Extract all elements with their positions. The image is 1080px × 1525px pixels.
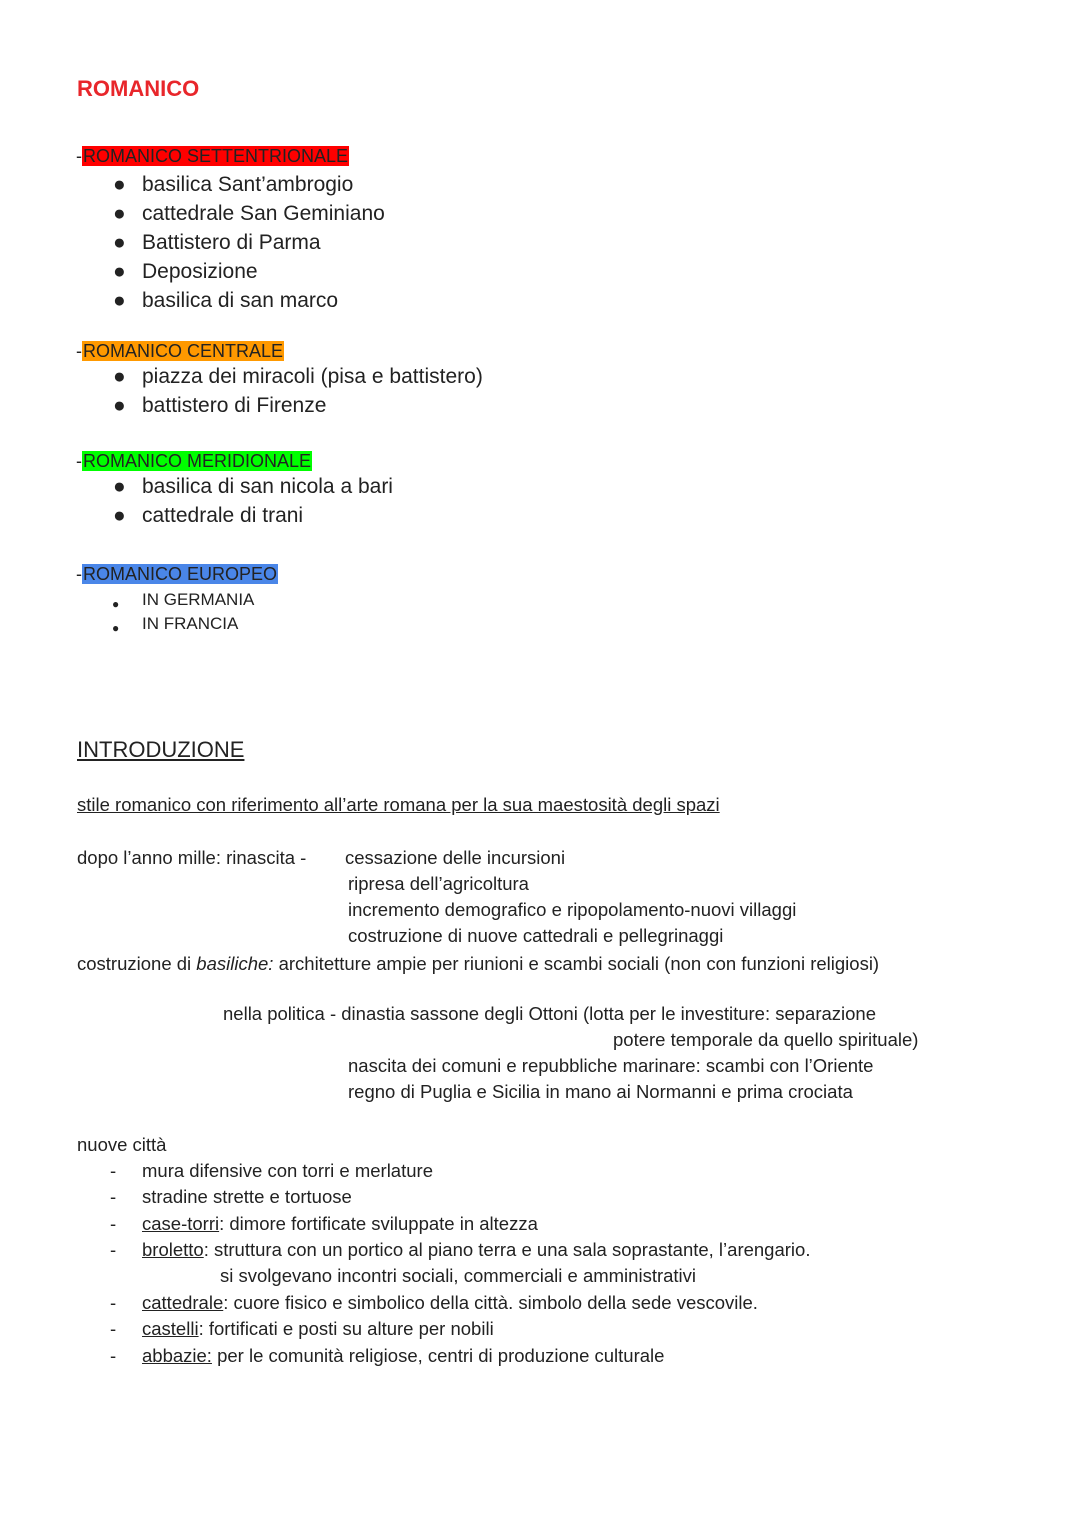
list-item: ● piazza dei miracoli (pisa e battistero) (0, 363, 600, 391)
section-dash: - (76, 451, 82, 471)
section-label: ROMANICO CENTRALE (83, 341, 284, 361)
list-item: - broletto: struttura con un portico al piano terra e una sala soprastante, l’arengario. (110, 1239, 811, 1260)
section-heading-centrale (76, 340, 284, 362)
list-item: ● battistero di Firenze (0, 392, 600, 420)
intro-subtitle: stile romanico con riferimento all’arte romana per la sua maestosità degli spazi (77, 794, 720, 815)
term: cattedrale (142, 1292, 224, 1313)
section-dash: - (76, 564, 82, 584)
term: case-torri (142, 1213, 220, 1234)
rinascita-item: ripresa dell’agricoltura (348, 873, 529, 894)
section-label: ROMANICO SETTENTRIONALE (83, 146, 349, 166)
list-item: - cattedrale: cuore fisico e simbolico della città. simbolo della sede vescovile. (110, 1292, 758, 1313)
broletto-cont: si svolgevano incontri sociali, commerciali e amministrativi (220, 1265, 697, 1286)
intro-heading: INTRODUZIONE (77, 737, 245, 762)
section-label: ROMANICO EUROPEO (83, 564, 278, 584)
rinascita-item: costruzione di nuove cattedrali e pellegrinaggi (348, 925, 724, 946)
list-item: ● basilica di san marco (0, 287, 600, 315)
list-item: ● Deposizione (0, 258, 600, 286)
bullet-icon (113, 229, 126, 257)
section-heading-europeo (76, 563, 278, 585)
section-dash: - (76, 341, 82, 361)
list-item: ● cattedrale di trani (0, 502, 600, 530)
list-item: ● Battistero di Parma (0, 229, 600, 257)
list-item: - castelli: fortificati e posti su alture per nobili (110, 1318, 494, 1339)
citta-label: nuove città (77, 1134, 167, 1155)
politica-line: nella politica - dinastia sassone degli Ottoni (lotta per le investiture: separazione (223, 1003, 877, 1024)
list-item: ● cattedrale San Geminiano (0, 200, 600, 228)
list-item: ● IN GERMANIA (0, 588, 600, 612)
politica-item: nascita dei comuni e repubbliche marinare: scambi con l’Oriente (348, 1055, 874, 1076)
list-item: ● IN FRANCIA (0, 612, 600, 636)
bullet-icon (113, 171, 126, 199)
rinascita-label: dopo l’anno mille: rinascita - (77, 847, 307, 868)
list-item: ● basilica di san nicola a bari (0, 473, 600, 501)
term: broletto (142, 1239, 204, 1260)
document-title: ROMANICO (77, 76, 200, 101)
bullet-icon (113, 200, 126, 228)
bullet-icon (113, 287, 126, 315)
list-item: - abbazie: per le comunità religiose, centri di produzione culturale (110, 1345, 665, 1366)
section-label: ROMANICO MERIDIONALE (83, 451, 312, 471)
section-heading-meridionale (76, 450, 312, 472)
bullet-icon (113, 363, 126, 391)
bullet-icon (113, 502, 126, 530)
basiliche-line: costruzione di basiliche: architetture ampie per riunioni e scambi sociali (non con funzioni religiosi) (77, 953, 880, 974)
term: castelli (142, 1318, 199, 1339)
bullet-icon (112, 616, 119, 640)
list-item: - case-torri: dimore fortificate sviluppate in altezza (110, 1213, 538, 1234)
term: abbazie: (142, 1345, 212, 1366)
bullet-icon (113, 392, 126, 420)
politica-line-cont: potere temporale da quello spirituale) (613, 1029, 919, 1050)
section-heading-settentrionale (76, 145, 349, 167)
rinascita-item: cessazione delle incursioni (345, 847, 566, 868)
section-dash: - (76, 146, 82, 166)
rinascita-item: incremento demografico e ripopolamento-nuovi villaggi (348, 899, 797, 920)
list-item: - mura difensive con torri e merlature (110, 1160, 433, 1181)
bullet-icon (113, 258, 126, 286)
bullet-icon (113, 473, 126, 501)
politica-item: regno di Puglia e Sicilia in mano ai Normanni e prima crociata (348, 1081, 853, 1102)
list-item: - stradine strette e tortuose (110, 1186, 352, 1207)
list-item: ● basilica Sant’ambrogio (0, 171, 600, 199)
